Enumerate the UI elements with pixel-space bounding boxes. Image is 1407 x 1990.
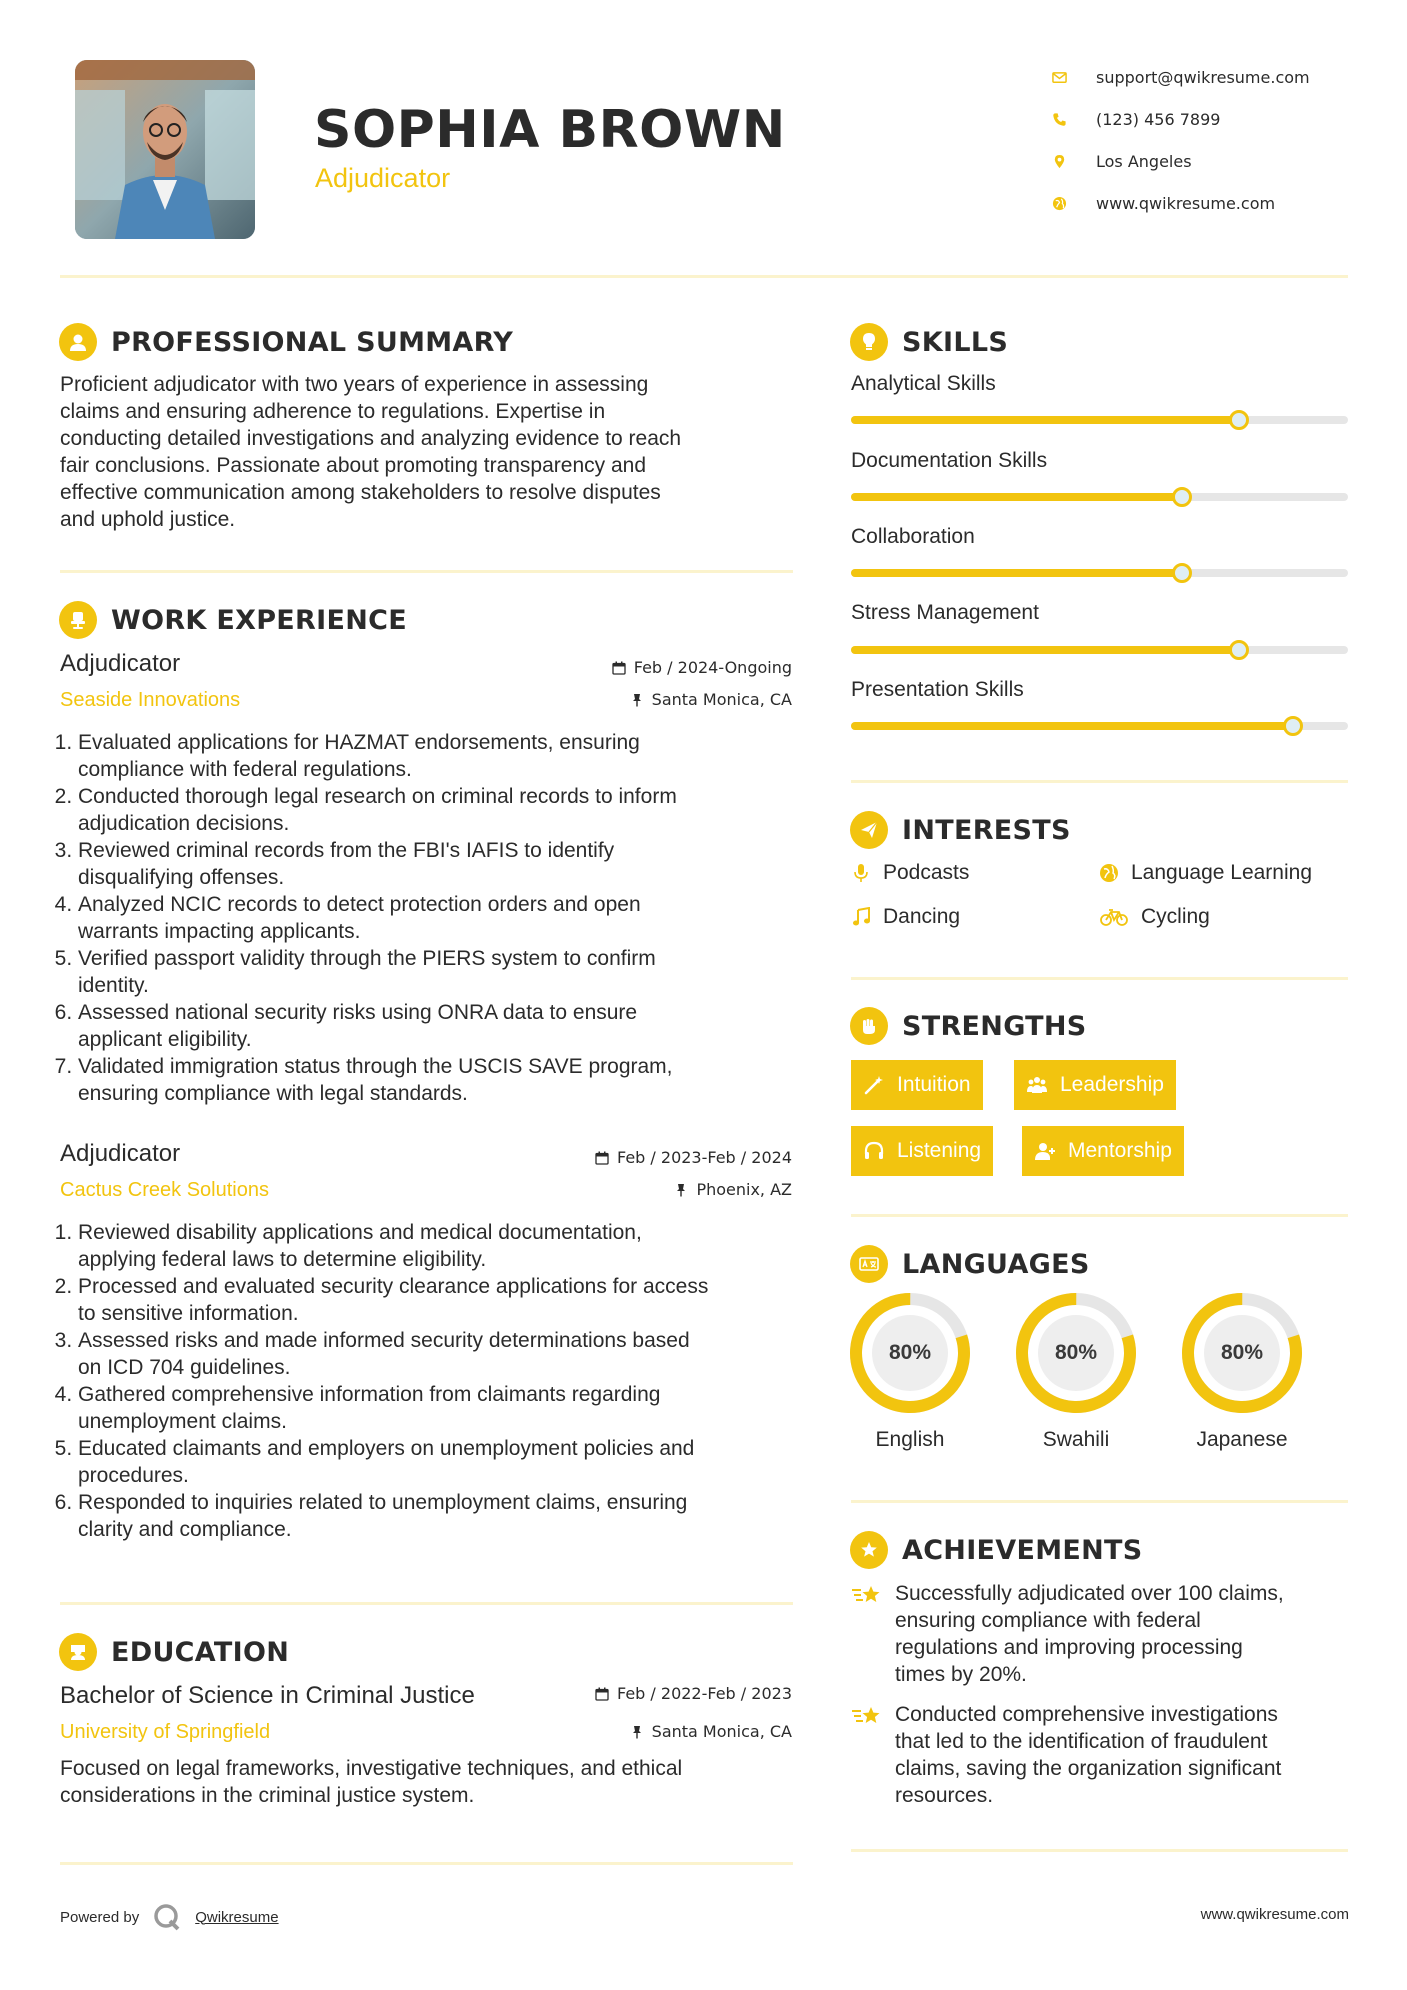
- phone-icon: [1050, 112, 1086, 127]
- strength-label: Listening: [897, 1139, 982, 1162]
- paper-plane-icon: [850, 811, 888, 849]
- skill-bar-knob: [1283, 716, 1303, 736]
- experience-title: WORK EXPERIENCE: [111, 604, 407, 636]
- music-note-icon: [851, 907, 871, 927]
- list-item: [78, 783, 800, 837]
- summary-line: claims and ensuring adherence to regulations. Expertise in: [60, 400, 606, 423]
- summary-line: effective communication among stakeholders to resolve disputes: [60, 481, 661, 504]
- strength-label: Mentorship: [1068, 1139, 1172, 1162]
- contact-list: [1050, 56, 1380, 224]
- skills-heading: [850, 323, 1008, 361]
- strengths-heading: [850, 1007, 1087, 1045]
- shooting-star-icon: [851, 1582, 883, 1610]
- language-ring: [1181, 1292, 1303, 1452]
- calendar-icon: [595, 1151, 609, 1165]
- chair-icon: [59, 601, 97, 639]
- job-location: [480, 1180, 792, 1199]
- interests-divider: [851, 977, 1348, 980]
- list-item-line: 1. Evaluated applications for HAZMAT endorsements, ensuring: [78, 731, 640, 754]
- list-item-line: identity.: [78, 974, 149, 997]
- language-percent: 80%: [1220, 1341, 1264, 1364]
- location-pin-icon: [1050, 154, 1086, 169]
- email-icon: [1050, 70, 1086, 85]
- globe-icon: [1099, 863, 1119, 883]
- list-item-line: 7. Validated immigration status through the USCIS SAVE program,: [78, 1055, 673, 1078]
- skill-bar: [851, 493, 1348, 501]
- user-plus-icon: [1034, 1140, 1056, 1162]
- summary-line: and uphold justice.: [60, 508, 236, 531]
- languages-title: LANGUAGES: [902, 1248, 1090, 1280]
- achievement-line: times by 20%.: [895, 1663, 1027, 1686]
- skill-bar-fill: [851, 722, 1293, 730]
- list-item: [78, 1053, 800, 1107]
- footer-powered-by: [60, 1903, 279, 1931]
- list-item-line: 3. Assessed risks and made informed security determinations based: [78, 1329, 690, 1352]
- education-divider: [60, 1862, 793, 1865]
- achievement-line: resources.: [895, 1784, 994, 1807]
- achievement-line: ensuring compliance with federal: [895, 1609, 1201, 1632]
- job-date-text: Feb / 2023-Feb / 2024: [617, 1148, 792, 1167]
- summary-heading: [59, 323, 513, 361]
- achievement-line: Successfully adjudicated over 100 claims,: [895, 1582, 1284, 1605]
- achievement-item: [851, 1701, 1351, 1809]
- pushpin-icon: [674, 1183, 688, 1197]
- shooting-star-icon: [851, 1703, 883, 1731]
- summary-title: PROFESSIONAL SUMMARY: [111, 326, 514, 358]
- language-ring: [1015, 1292, 1137, 1452]
- bicycle-icon: [1099, 907, 1129, 927]
- globe-icon: [1050, 196, 1086, 211]
- skill-bar-fill: [851, 493, 1182, 501]
- contact-location: [1050, 140, 1380, 182]
- skills-divider: [851, 780, 1348, 783]
- candidate-name: SOPHIA BROWN: [314, 100, 786, 160]
- contact-email[interactable]: [1050, 56, 1380, 98]
- skills-title: SKILLS: [902, 326, 1009, 358]
- strength-chip: [851, 1060, 983, 1110]
- list-item-line: compliance with federal regulations.: [78, 758, 412, 781]
- footer-website[interactable]: www.qwikresume.com: [1200, 1906, 1349, 1923]
- graduate-icon: [59, 1633, 97, 1671]
- strength-chip: [851, 1126, 993, 1176]
- contact-website-text: www.qwikresume.com: [1096, 193, 1276, 213]
- interests-title: INTERESTS: [902, 814, 1071, 846]
- language-name: Japanese: [1196, 1428, 1288, 1451]
- summary-line: fair conclusions. Passionate about promoting transparency and: [60, 454, 647, 477]
- calendar-icon: [612, 661, 626, 675]
- list-item-line: on ICD 704 guidelines.: [78, 1356, 291, 1379]
- achievements-heading: [850, 1531, 1143, 1569]
- skill-label: Analytical Skills: [851, 372, 996, 395]
- list-item: [78, 1381, 800, 1435]
- skill-bar-fill: [851, 569, 1182, 577]
- list-item: [78, 1273, 800, 1327]
- list-item-line: 4. Gathered comprehensive information from claimants regarding: [78, 1383, 661, 1406]
- interest-label: Podcasts: [883, 861, 970, 884]
- skill-bar-fill: [851, 416, 1239, 424]
- achievement-item: [851, 1580, 1351, 1688]
- interest-label: Cycling: [1141, 905, 1210, 928]
- list-item-line: applying federal laws to determine eligibility.: [78, 1248, 487, 1271]
- strengths-divider: [851, 1214, 1348, 1217]
- education-line: Focused on legal frameworks, investigative techniques, and ethical: [60, 1757, 683, 1780]
- magic-wand-icon: [863, 1074, 885, 1096]
- interest-label: Dancing: [883, 905, 961, 928]
- achievement-line: regulations and improving processing: [895, 1636, 1243, 1659]
- education-date: [480, 1684, 792, 1703]
- strength-label: Leadership: [1060, 1073, 1164, 1096]
- list-item-line: adjudication decisions.: [78, 812, 290, 835]
- interest-item: [1099, 905, 1210, 929]
- list-item-line: 3. Reviewed criminal records from the FBI's IAFIS to identify: [78, 839, 615, 862]
- summary-text: [60, 371, 800, 533]
- strengths-title: STRENGTHS: [902, 1010, 1087, 1042]
- experience-divider: [60, 1602, 793, 1605]
- interests-heading: [850, 811, 1071, 849]
- school-name: University of Springfield: [60, 1721, 271, 1743]
- microphone-icon: [851, 863, 871, 883]
- job-date: [480, 1148, 792, 1167]
- list-item-line: 2. Processed and evaluated security clearance applications for access: [78, 1275, 709, 1298]
- languages-heading: [850, 1245, 1090, 1283]
- contact-email-text: support@qwikresume.com: [1096, 67, 1310, 87]
- qwikresume-logo-icon: [153, 1903, 181, 1931]
- list-item-line: 1. Reviewed disability applications and medical documentation,: [78, 1221, 642, 1244]
- job-date-text: Feb / 2024-Ongoing: [633, 658, 792, 677]
- skill-label: Presentation Skills: [851, 678, 1024, 701]
- list-item-line: 6. Assessed national security risks using ONRA data to ensure: [78, 1001, 638, 1024]
- list-item-line: warrants impacting applicants.: [78, 920, 361, 943]
- achievements-divider: [851, 1849, 1348, 1852]
- list-item-line: 5. Verified passport validity through the PIERS system to confirm: [78, 947, 656, 970]
- contact-phone-text: (123) 456 7899: [1096, 109, 1221, 129]
- list-item-line: to sensitive information.: [78, 1302, 299, 1325]
- language-ring: [849, 1292, 971, 1452]
- achievement-line: claims, saving the organization significant: [895, 1757, 1282, 1780]
- list-item-line: clarity and compliance.: [78, 1518, 292, 1541]
- list-item-line: 4. Analyzed NCIC records to detect protection orders and open: [78, 893, 641, 916]
- lightbulb-icon: [850, 323, 888, 361]
- powered-by-text: Powered by: [60, 1908, 140, 1926]
- job-title: Adjudicator: [60, 1140, 181, 1167]
- list-item: [78, 945, 800, 999]
- achievement-line: Conducted comprehensive investigations: [895, 1703, 1278, 1726]
- pushpin-icon: [630, 693, 644, 707]
- job-location-text: Santa Monica, CA: [651, 690, 792, 709]
- contact-location-text: Los Angeles: [1096, 151, 1192, 171]
- users-icon: [1026, 1074, 1048, 1096]
- summary-divider: [60, 570, 793, 573]
- list-item-line: disqualifying offenses.: [78, 866, 285, 889]
- list-item: [78, 1489, 800, 1543]
- user-icon: [59, 323, 97, 361]
- contact-phone[interactable]: [1050, 98, 1380, 140]
- job-title: Adjudicator: [60, 650, 181, 677]
- header-divider: [60, 275, 1348, 278]
- list-item-line: applicant eligibility.: [78, 1028, 252, 1051]
- skill-bar-fill: [851, 646, 1239, 654]
- languages-divider: [851, 1500, 1348, 1503]
- language-name: English: [875, 1428, 945, 1451]
- education-description: [60, 1755, 800, 1809]
- strength-chip: [1014, 1060, 1176, 1110]
- skill-bar-knob: [1172, 487, 1192, 507]
- experience-heading: [59, 601, 407, 639]
- job-duties-list: [60, 1219, 800, 1543]
- contact-website[interactable]: [1050, 182, 1380, 224]
- job-location-text: Phoenix, AZ: [696, 1180, 792, 1199]
- job-duties-list: [60, 729, 800, 1107]
- interest-item: [851, 905, 960, 929]
- skill-label: Stress Management: [851, 601, 1039, 624]
- list-item: [78, 891, 800, 945]
- language-percent: 80%: [888, 1341, 932, 1364]
- fist-icon: [850, 1007, 888, 1045]
- list-item: [78, 1219, 800, 1273]
- summary-line: Proficient adjudicator with two years of experience in assessing: [60, 373, 649, 396]
- skill-bar-knob: [1229, 410, 1249, 430]
- list-item-line: ensuring compliance with legal standards.: [78, 1082, 468, 1105]
- education-line: considerations in the criminal justice system.: [60, 1784, 475, 1807]
- calendar-icon: [595, 1687, 609, 1701]
- star-medal-icon: [850, 1531, 888, 1569]
- skill-bar: [851, 569, 1348, 577]
- language-name: Swahili: [1042, 1428, 1110, 1451]
- job-company: Cactus Creek Solutions: [60, 1179, 269, 1201]
- skill-bar-knob: [1229, 640, 1249, 660]
- job-date: [480, 658, 792, 677]
- list-item: [78, 729, 800, 783]
- summary-line: conducting detailed investigations and analyzing evidence to reach: [60, 427, 682, 450]
- headphones-icon: [863, 1140, 885, 1162]
- list-item-line: 2. Conducted thorough legal research on criminal records to inform: [78, 785, 677, 808]
- skill-label: Collaboration: [851, 525, 975, 548]
- list-item: [78, 1435, 800, 1489]
- skill-bar-knob: [1172, 563, 1192, 583]
- achievements-title: ACHIEVEMENTS: [902, 1534, 1143, 1566]
- qwikresume-link[interactable]: Qwikresume: [195, 1908, 279, 1926]
- list-item: [78, 837, 800, 891]
- education-location-text: Santa Monica, CA: [651, 1722, 792, 1741]
- list-item: [78, 999, 800, 1053]
- degree-title: Bachelor of Science in Criminal Justice: [60, 1682, 475, 1709]
- job-company: Seaside Innovations: [60, 689, 241, 711]
- list-item-line: 5. Educated claimants and employers on unemployment policies and: [78, 1437, 695, 1460]
- job-location: [480, 690, 792, 709]
- language-icon: [850, 1245, 888, 1283]
- candidate-title: Adjudicator: [315, 163, 451, 193]
- list-item: [78, 1327, 800, 1381]
- education-title: EDUCATION: [111, 1636, 290, 1668]
- achievement-text: [895, 1701, 1281, 1809]
- pushpin-icon: [630, 1725, 644, 1739]
- list-item-line: procedures.: [78, 1464, 189, 1487]
- education-heading: [59, 1633, 289, 1671]
- list-item-line: 6. Responded to inquiries related to unemployment claims, ensuring: [78, 1491, 688, 1514]
- language-percent: 80%: [1054, 1341, 1098, 1364]
- achievement-line: that led to the identification of fraudulent: [895, 1730, 1268, 1753]
- skill-bar: [851, 416, 1348, 424]
- profile-photo: [75, 60, 255, 239]
- education-date-text: Feb / 2022-Feb / 2023: [617, 1684, 792, 1703]
- strength-label: Intuition: [897, 1073, 971, 1096]
- achievement-text: [895, 1580, 1284, 1688]
- skill-bar: [851, 646, 1348, 654]
- interest-item: [1099, 861, 1312, 885]
- education-location: [480, 1722, 792, 1741]
- strength-chip: [1022, 1126, 1184, 1176]
- profile-photo-illustration: [75, 60, 255, 239]
- skill-bar: [851, 722, 1348, 730]
- list-item-line: unemployment claims.: [78, 1410, 287, 1433]
- interest-label: Language Learning: [1131, 861, 1313, 884]
- interest-item: [851, 861, 969, 885]
- skill-label: Documentation Skills: [851, 449, 1048, 472]
